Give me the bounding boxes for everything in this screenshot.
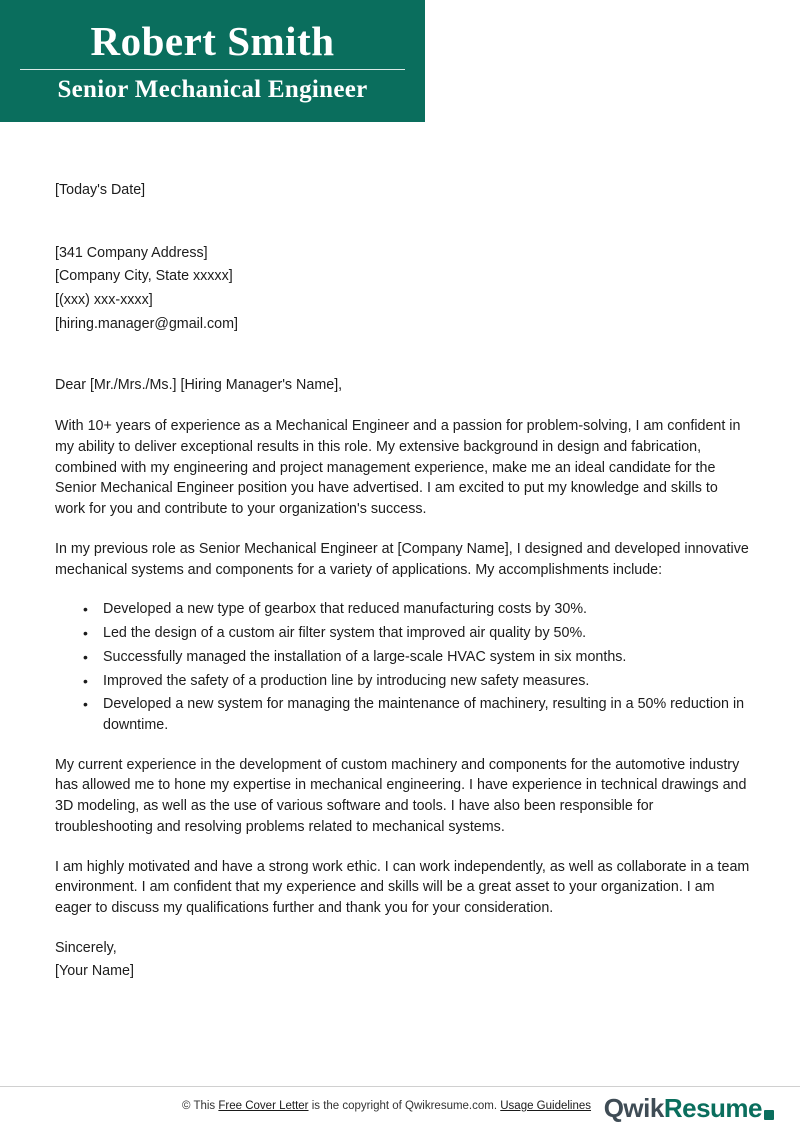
header-divider — [20, 69, 405, 70]
address-line-2: [Company City, State xxxxx] — [55, 268, 233, 285]
list-item: • Successfully managed the installation of a large-scale HVAC system in six months. — [103, 647, 750, 668]
paragraph-2: In my previous role as Senior Mechanical Engineer at [Company Name], I designed and developed innovative mechanical systems and components for a variety of applications. My accomplishments include: — [55, 540, 749, 578]
list-item: • Developed a new type of gearbox that reduced manufacturing costs by 30%. — [103, 599, 750, 620]
address-line-3: [(xxx) xxx-xxxx] — [55, 292, 153, 309]
paragraph-4: I am highly motivated and have a strong work ethic. I can work independently, as well as collaborate in a team environment. I am confident that my experience and skills will be a great asset to your organization. I am eager to discuss my qualifications further and thank you for your consideration. — [55, 858, 750, 916]
signature-line: [Your Name] — [55, 963, 134, 980]
usage-guidelines-link[interactable]: Usage Guidelines — [500, 1100, 592, 1112]
header-banner — [0, 0, 425, 122]
logo-square-icon — [764, 1110, 774, 1120]
address-line-4: [hiring.manager@gmail.com] — [55, 315, 238, 332]
date-block — [55, 180, 750, 201]
address-line-1: [341 Company Address] — [55, 244, 208, 261]
logo-text-qwik: Qwik — [603, 1093, 664, 1123]
salutation: Dear [Mr./Mrs./Ms.] [Hiring Manager's Name], — [55, 376, 343, 393]
date-line: [Today's Date] — [55, 182, 146, 198]
list-item: • Developed a new system for managing the maintenance of machinery, resulting in a 50% reduction in downtime. — [103, 694, 750, 735]
paragraph-1: With 10+ years of experience as a Mechanical Engineer and a passion for problem-solving, I am confident in my ability to deliver exceptional results in this role. My extensive background in design and fabrication, combined with my engineering and project management experience, make me an ideal candidate for the Senior Mechanical Engineer position you have advertised. I am excited to put my knowledge and skills to work for you and contribute to your organization's success. — [55, 418, 741, 518]
qwikresume-logo[interactable] — [604, 1093, 774, 1124]
footer-copyright-prefix: © This — [182, 1100, 219, 1112]
list-item: • Improved the safety of a production line by introducing new safety measures. — [103, 671, 750, 692]
page-footer — [0, 1086, 800, 1131]
accomplishments-list — [55, 599, 750, 735]
letter-body — [55, 180, 750, 985]
free-cover-letter-link[interactable]: Free Cover Letter — [218, 1100, 309, 1112]
logo-text-resume: Resume — [663, 1093, 762, 1123]
footer-copyright-middle: is the copyright of Qwikresume.com. — [308, 1100, 501, 1112]
candidate-job-title: Senior Mechanical Engineer — [57, 76, 368, 104]
list-item: • Led the design of a custom air filter system that improved air quality by 50%. — [103, 623, 750, 644]
footer-copyright — [182, 1100, 591, 1112]
candidate-name: Robert Smith — [90, 18, 335, 64]
recipient-address-block — [55, 243, 750, 335]
paragraph-3: My current experience in the development of custom machinery and components for the automotive industry has allowed me to hone my expertise in mechanical engineering. I have experience in technical drawings and 3D modeling, as well as the use of various software and tools. I have also been responsible for troubleshooting and resolving problems related to mechanical systems. — [55, 756, 747, 835]
closing-line: Sincerely, — [55, 939, 117, 956]
